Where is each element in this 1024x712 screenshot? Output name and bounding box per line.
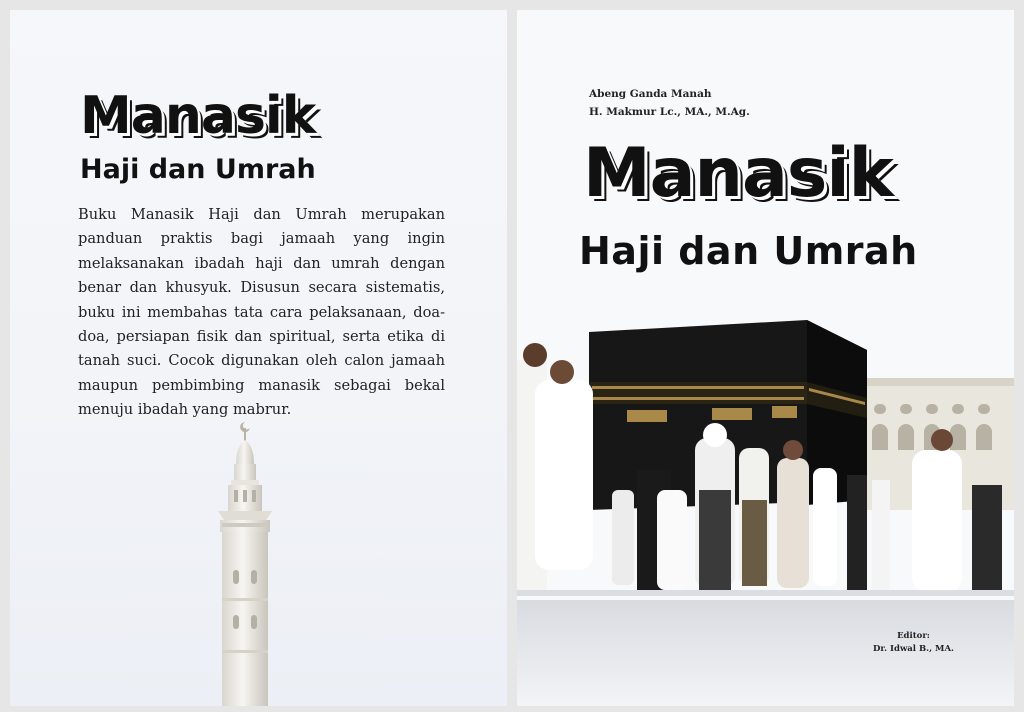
back-cover-title: Manasik: [80, 86, 316, 146]
front-cover-subtitle: Haji dan Umrah: [579, 229, 918, 273]
author-list: [589, 85, 750, 121]
editor-label: Editor:: [897, 631, 930, 641]
back-cover-blurb: Buku Manasik Haji dan Umrah merupakan panduan praktis bagi jamaah yang ingin melaksanakan ibadah haji dan umrah dengan benar dan khusyuk. Disusun secara sistematis, buku ini membahas tata cara pelaksanaan, doa-doa, persiapan fisik dan spiritual, serta etika di tanah suci. Cocok digunakan oleh calon jamaah maupun pembimbing manasik sebagai bekal menuju ibadah yang mabrur.: [78, 206, 445, 419]
back-cover: [10, 10, 507, 706]
back-cover-subtitle: Haji dan Umrah: [80, 154, 316, 185]
front-cover: [517, 10, 1014, 706]
author-name: Abeng Ganda Manah: [589, 88, 712, 100]
editor-name: Dr. Idwal B., MA.: [873, 644, 954, 654]
minaret-image: [200, 420, 290, 706]
editor-credit: [873, 630, 954, 656]
author-name: H. Makmur Lc., MA., M.Ag.: [589, 106, 750, 118]
front-cover-title: Manasik: [583, 134, 893, 213]
